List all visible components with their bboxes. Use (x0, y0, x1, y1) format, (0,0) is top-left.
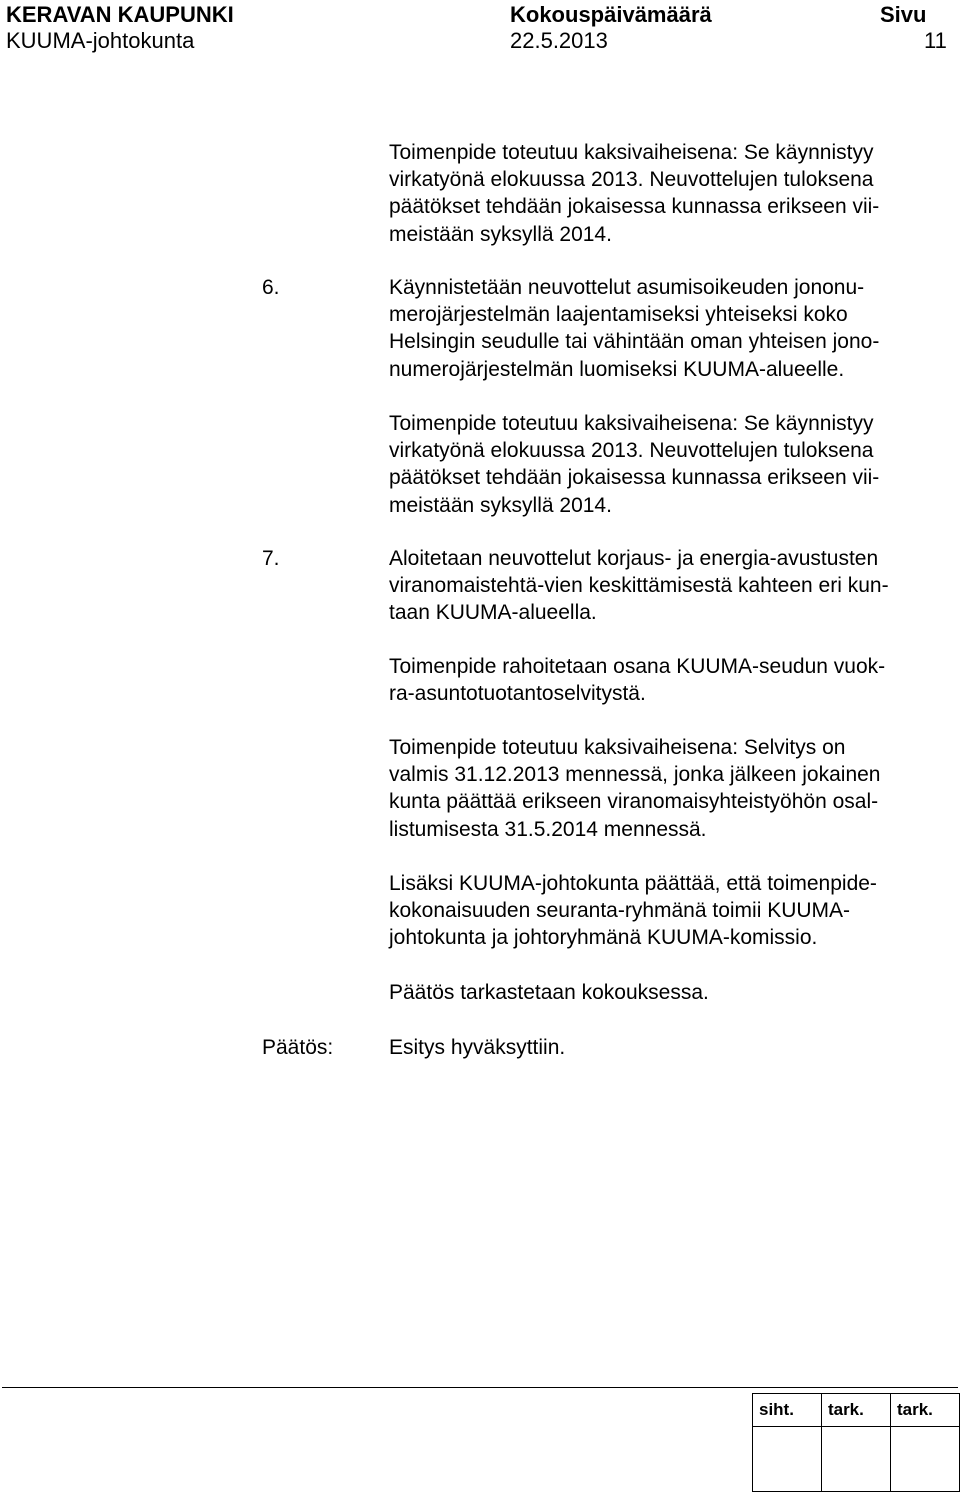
text-line: meistään syksyllä 2014. (389, 222, 612, 246)
text-line: kunta päättää erikseen viranomaisyhteistyöhön osal- (389, 790, 879, 814)
text-line: johtokunta ja johtoryhmänä KUUMA-komissio. (389, 926, 818, 950)
meeting-date: 22.5.2013 (510, 28, 608, 53)
text-line: Päätös tarkastetaan kokouksessa. (389, 981, 709, 1004)
text-line: taan KUUMA-alueella. (389, 601, 597, 625)
decision-text (389, 1034, 949, 1061)
text-line: Toimenpide rahoitetaan osana KUUMA-seudun vuok- (389, 655, 886, 678)
text-line: Toimenpide toteutuu kaksivaiheisena: Se käynnistyy (389, 141, 874, 164)
page-number: 11 (924, 28, 947, 53)
review-note (389, 979, 949, 1006)
item-7-text (389, 545, 949, 627)
text-line: Toimenpide toteutuu kaksivaiheisena: Se käynnistyy (389, 412, 874, 435)
text-line: virkatyönä elokuussa 2013. Neuvottelujen tuloksena (389, 439, 874, 463)
signature-header-checker-1: tark. (821, 1394, 890, 1427)
signature-table (752, 1393, 960, 1492)
text-line: Helsingin seudulle tai vähintään oman yhteisen jono- (389, 330, 880, 354)
text-line: Aloitetaan neuvottelut korjaus- ja energia-avustusten (389, 547, 879, 570)
text-line: Toimenpide toteutuu kaksivaiheisena: Selvitys on (389, 736, 846, 759)
item-number-6: 6. (262, 276, 280, 299)
signature-header-secretary: siht. (753, 1394, 822, 1427)
implementation-paragraph-1 (389, 139, 949, 248)
item-7-implementation (389, 734, 949, 843)
item-7-funding (389, 653, 949, 707)
organization-name: KERAVAN KAUPUNKI (6, 2, 234, 27)
text-line: ra-asuntotuotantoselvitystä. (389, 682, 646, 706)
decision-label: Päätös: (262, 1036, 334, 1059)
text-line: merojärjestelmän laajentamiseksi yhteiseksi koko (389, 303, 848, 327)
text-line: virkatyönä elokuussa 2013. Neuvottelujen tuloksena (389, 168, 874, 192)
signature-cell-checker-1 (821, 1427, 890, 1492)
item-number-7: 7. (262, 547, 280, 570)
footer-divider (2, 1387, 958, 1388)
item-6-text (389, 274, 949, 383)
text-line: meistään syksyllä 2014. (389, 493, 612, 517)
meeting-date-label: Kokouspäivämäärä (510, 2, 712, 27)
signature-cell-secretary (753, 1427, 822, 1492)
additional-decision (389, 870, 949, 952)
text-line: Esitys hyväksyttiin. (389, 1036, 566, 1059)
text-line: kokonaisuuden seuranta-ryhmänä toimii KUUMA- (389, 899, 851, 923)
text-line: numerojärjestelmän luomiseksi KUUMA-alueelle. (389, 357, 845, 381)
item-6-implementation (389, 410, 949, 519)
text-line: Lisäksi KUUMA-johtokunta päättää, että toimenpide- (389, 872, 877, 895)
signature-header-checker-2: tark. (890, 1394, 959, 1427)
page-label: Sivu (880, 2, 927, 27)
text-line: valmis 31.12.2013 mennessä, jonka jälkeen jokainen (389, 763, 881, 787)
text-line: Käynnistetään neuvottelut asumisoikeuden jononu- (389, 276, 865, 299)
text-line: päätökset tehdään jokaisessa kunnassa erikseen vii- (389, 466, 880, 490)
text-line: listumisesta 31.5.2014 mennessä. (389, 817, 707, 841)
board-name: KUUMA-johtokunta (6, 28, 195, 53)
text-line: päätökset tehdään jokaisessa kunnassa erikseen vii- (389, 195, 880, 219)
signature-cell-checker-2 (890, 1427, 959, 1492)
text-line: viranomaistehtä-vien keskittämisestä kahteen eri kun- (389, 574, 889, 598)
